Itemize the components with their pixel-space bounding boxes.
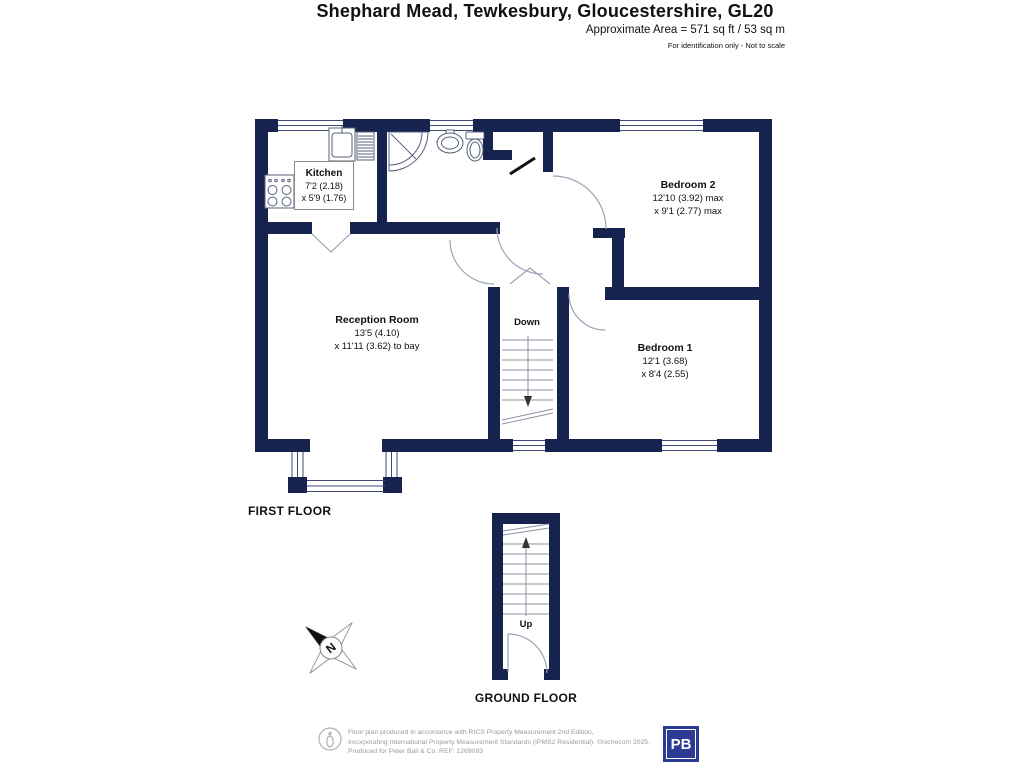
bedroom2-dim2: x 9'1 (2.77) max (654, 206, 722, 217)
stairs-down (502, 336, 553, 424)
basin (437, 130, 463, 153)
kitchen-dim1: 7'2 (2.18) (305, 180, 343, 191)
nichecom-logo-icon (319, 728, 341, 750)
compass-icon (306, 623, 357, 674)
ground-floor-plan (492, 513, 560, 680)
bedroom1-dim2: x 8'4 (2.55) (641, 369, 689, 380)
footer-disclaimer (348, 728, 660, 757)
room-label-kitchen (294, 161, 354, 210)
footer-line1: Floor plan produced in accordance with RICS Property Measurement 2nd Edition, (348, 729, 594, 736)
bedroom1-dim1: 12'1 (3.68) (642, 356, 688, 367)
bathroom-fixtures (389, 130, 484, 171)
bay-window (288, 452, 402, 493)
pb-logo (663, 726, 699, 762)
ground-floor-caption: GROUND FLOOR (474, 691, 578, 705)
room-label-reception (297, 314, 457, 353)
reception-dim1: 13'5 (4.10) (354, 328, 400, 339)
compass-north-letter: N (323, 639, 339, 657)
page-title: Shephard Mead, Tewkesbury, Gloucestershire, GL20 (316, 1, 774, 21)
stairs-up-label: Up (519, 619, 533, 630)
disclaimer-text: For identification only - Not to scale (667, 41, 785, 50)
bedroom1-name: Bedroom 1 (637, 342, 693, 354)
room-label-bedroom-1 (585, 342, 745, 381)
kitchen-dim2: x 5'9 (1.76) (301, 192, 347, 203)
footer-line2: Incorporating International Property Measurement Standards (IPMS2 Residential). ©nichecom 2025. (348, 738, 650, 746)
kitchen-name: Kitchen (305, 167, 343, 179)
ground-floor-door (508, 634, 547, 673)
bedroom2-dim1: 12'10 (3.92) max (652, 193, 724, 204)
stairs-up (503, 524, 549, 616)
room-label-bedroom-2 (608, 179, 768, 218)
footer-line3: Produced for Peter Ball & Co. REF: 1269093 (348, 748, 483, 755)
approximate-area-text: Approximate Area = 571 sq ft / 53 sq m (585, 24, 785, 36)
bedroom2-name: Bedroom 2 (660, 179, 716, 191)
first-floor-caption: FIRST FLOOR (248, 504, 332, 518)
toilet (466, 132, 484, 161)
reception-dim2: x 11'11 (3.62) to bay (334, 341, 420, 352)
pb-logo-text: PB (666, 729, 696, 759)
stairs-down-label: Down (514, 317, 540, 328)
reception-name: Reception Room (335, 314, 419, 326)
